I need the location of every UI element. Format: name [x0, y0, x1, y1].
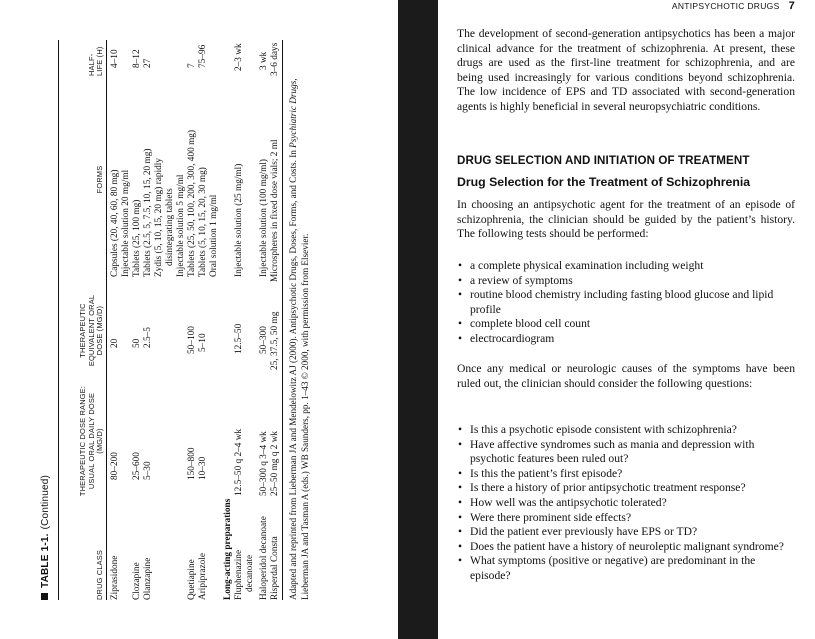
right-page: [438, 0, 815, 639]
table-cell-usual-dose: 80–200: [110, 452, 120, 480]
table-cell-forms: Tablets (5, 10, 15, 20, 30 mg): [198, 167, 208, 277]
table-top-rule: [58, 40, 59, 600]
list-item: • What symptoms (positive or negative) are predominant in the episode?: [457, 554, 797, 583]
header-usual-dose: THERAPEUTIC DOSE RANGE: USUAL ORAL DAILY DOSE (MG/D): [78, 385, 105, 497]
table-footnote: Adapted and reprinted from Lieberman JA and Mendelowitz AJ (2000). Antipsychotic Drugs, Doses, Forms, and Costs. In Psychiatric Drugs, Lieberman JA and Tasman A (eds.) WB Saunders, pp. 1–43 © 2000, with permission from Elsevier.: [288, 78, 311, 600]
table-cell-forms: Zydis (5, 10, 15, 20 mg) rapidly: [154, 157, 164, 277]
table-cell-forms: Injectable solution 20 mg/ml: [121, 169, 131, 277]
table-cell-forms: Tablets (2.5, 5, 7.5, 10, 15, 20 mg): [143, 148, 153, 277]
table-cell-usual-dose: 5–30: [143, 461, 153, 480]
table-cell-drug: Fluphenazine: [234, 549, 244, 600]
rotated-table: [40, 40, 358, 600]
intro-paragraph: The development of second-generation antipsychotics has been a major clinical advance for the treatment of schizophrenia. At present, these drugs are used as the first-line treatment for schizophrenia, and are being used increasingly for various conditions beyond schizophrenia. The low incidence of EPS and TD associated with second-generation agents is highly beneficial in several neuropsychiatric conditions.: [457, 27, 795, 113]
table-cell-equivalent-dose: 12.5–50: [234, 323, 244, 354]
table-cell-half-life: 4–10: [110, 49, 120, 68]
table-cell-half-life: 75–96: [198, 44, 208, 68]
table-cell-usual-dose: 150–800: [187, 447, 197, 480]
table-cell-forms: Microspheres in fixed dose vials; 2 ml: [270, 139, 280, 282]
table-cell-drug: Haloperidol decanoate: [259, 516, 269, 600]
table-cell-half-life: 27: [143, 58, 153, 68]
table-title: TABLE 1-1.(Continued): [40, 475, 52, 600]
table-cell-usual-dose: 25–50 mg q 2 wk: [270, 430, 280, 496]
book-gutter: [398, 0, 438, 639]
header-equivalent-dose: THERAPEUTIC EQUIVALENT ORAL DOSE (MG/D): [78, 294, 105, 367]
list-item: • a complete physical examination including weight: [457, 259, 797, 274]
list-item: • Have affective syndromes such as mania and depression with psychotic features been ruled out?: [457, 438, 797, 467]
list-item: • electrocardiogram: [457, 332, 797, 347]
table-cell-usual-dose: 50–300 q 3–4 wk: [259, 431, 269, 496]
table-cell-forms: Tablets (25, 50, 100, 200, 300, 400 mg): [187, 129, 197, 277]
table-cell-forms: Capsules (20, 40, 60, 80 mg): [110, 169, 120, 277]
list-item: • complete blood cell count: [457, 317, 797, 332]
table-cell-drug: Risperdal Consta: [270, 536, 280, 600]
section-heading: DRUG SELECTION AND INITIATION OF TREATMENT: [457, 154, 750, 167]
table-cell-half-life: 7: [187, 63, 197, 68]
square-bullet-icon: [41, 593, 48, 600]
list-item: • Were there prominent side effects?: [457, 511, 797, 526]
table-cell-forms: Injectable solution (25 mg/ml): [234, 163, 244, 277]
list-item: • Does the patient have a history of neuroleptic malignant syndrome?: [457, 540, 797, 555]
table-cell-equivalent-dose: 2.5–5: [143, 327, 153, 348]
left-page: [0, 0, 398, 639]
table-cell-drug: Clozapine: [132, 562, 142, 600]
table-cell-forms: disintegrating tablets: [165, 188, 175, 266]
page-number: 7: [788, 0, 795, 12]
table-cell-forms: Injectable solution (100 mg/ml): [259, 159, 269, 277]
table-section-label: Long-acting preparations: [223, 498, 233, 600]
table-cell-drug: Ziprasidone: [110, 555, 120, 600]
table-bottom-rule: [282, 40, 283, 600]
table-cell-equivalent-dose: 50–300: [259, 326, 269, 354]
list-item: • How well was the antipsychotic tolerated?: [457, 496, 797, 511]
list-item: • Is this a psychotic episode consistent with schizophrenia?: [457, 423, 797, 438]
header-half-life: HALF-LIFE (H): [86, 46, 105, 76]
list-item: • Did the patient ever previously have EPS or TD?: [457, 525, 797, 540]
table-cell-forms: Tablets (25, 100 mg): [132, 199, 142, 277]
table-cell-drug: Quetiapine: [187, 559, 197, 600]
table-cell-forms: Oral solution 1 mg/ml: [209, 194, 219, 277]
table-cell-drug: Aripiprazole: [198, 553, 208, 600]
list-item: • routine blood chemistry including fasting blood glucose and lipid profile: [457, 288, 797, 317]
table-cell-half-life: 3 wk: [259, 51, 269, 70]
questions-intro-paragraph: Once any medical or neurologic causes of the symptoms have been ruled out, the clinician should consider the following questions:: [457, 362, 795, 390]
list-item: • Is this the patient’s first episode?: [457, 467, 797, 482]
table-header-rule: [106, 40, 107, 600]
table-cell-equivalent-dose: 20: [110, 338, 120, 348]
table-cell-usual-dose: 10–30: [198, 456, 208, 480]
tests-list: [457, 259, 797, 347]
table-cell-drug: Olanzapine: [143, 557, 153, 600]
table-cell-equivalent-dose: 50–100: [187, 326, 197, 354]
header-forms: FORMS: [95, 165, 105, 194]
table-cell-half-life: 2–3 wk: [234, 43, 244, 71]
questions-list: [457, 423, 797, 584]
table-cell-equivalent-dose: 5–10: [198, 333, 208, 352]
table-cell-half-life: 3–6 days: [270, 42, 280, 76]
running-head: ANTIPSYCHOTIC DRUGS 7: [671, 0, 795, 12]
list-item: • a review of symptoms: [457, 274, 797, 289]
table-cell-usual-dose: 12.5–50 q 2–4 wk: [234, 428, 244, 496]
table-cell-usual-dose: 25–600: [132, 452, 142, 480]
header-drug-class: DRUG CLASS: [95, 549, 105, 600]
list-item: • Is there a history of prior antipsychotic treatment response?: [457, 481, 797, 496]
table-cell-equivalent-dose: 25, 37.5, 50 mg: [270, 311, 280, 370]
table-title-continued: (Continued): [40, 474, 51, 530]
selection-paragraph: In choosing an antipsychotic agent for the treatment of an episode of schizophrenia, the clinician should be guided by the patient’s history. The following tests should be performed:: [457, 198, 795, 241]
table-cell-drug: decanoate: [245, 554, 255, 592]
subsection-heading: Drug Selection for the Treatment of Schizophrenia: [457, 175, 751, 189]
table-cell-half-life: 8–12: [132, 49, 142, 68]
table-cell-forms: Injectable solution 5 mg/ml: [176, 174, 186, 277]
table-cell-equivalent-dose: 50: [132, 338, 142, 348]
